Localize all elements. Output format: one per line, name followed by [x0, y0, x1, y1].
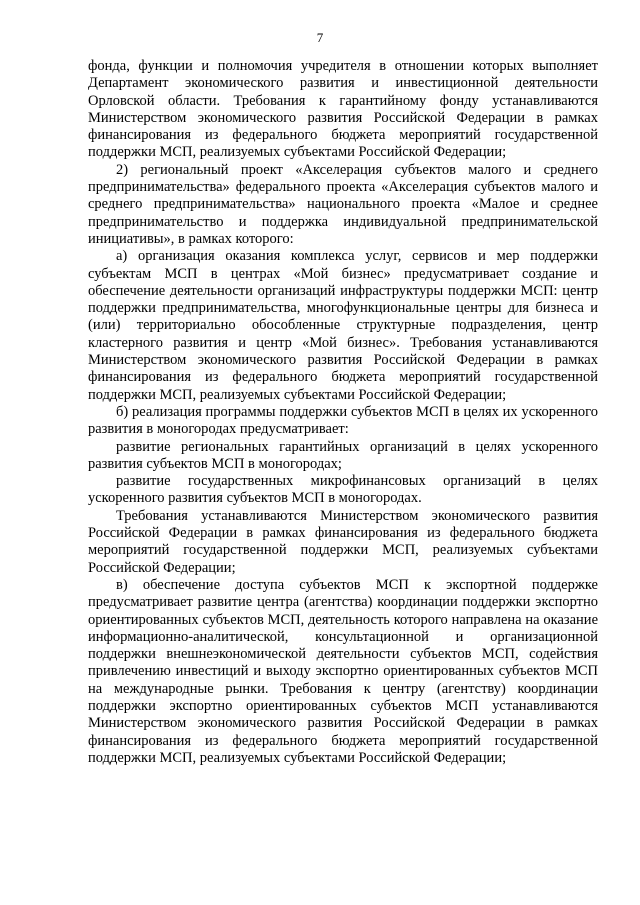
page-number: 7 [316, 30, 324, 45]
paragraph-requirements: Требования устанавливаются Министерством экономического развития Российской Федерации в рамках финансирования из федерального бюджета мероприятий государственной поддержки МСП, реализуемых субъектами Российской Федерации; [88, 507, 598, 576]
paragraph-guarantee-fund: фонда, функции и полномочия учредителя в отношении которых выполняет Департамент экономического развития и инвестиционной деятельности Орловской области. Требования к гарантийному фонду устанавливаются Министерством экономического развития Российской Федерации в рамках финансирования из федерального бюджета мероприятий государственной поддержки МСП, реализуемых субъектами Российской Федерации; [88, 58, 598, 161]
paragraph-guarantee-organizations: развитие региональных гарантийных организаций в целях ускоренного развития субъектов МСП в моногородах; [88, 438, 598, 472]
paragraph-my-business-centers: а) организация оказания комплекса услуг, сервисов и мер поддержки субъектам МСП в центрах «Мой бизнес» предусматривает создание и обеспечение деятельности организаций инфраструктуры поддержки МСП: центр поддержки предпринимательства, многофункциональные центры для бизнеса и (или) территориально обособленные структурные подразделения, центр кластерного развития и центр «Мой бизнес». Требования устанавливаются Министерством экономического развития Российской Федерации в рамках финансирования из федерального бюджета мероприятий государственной поддержки МСП, реализуемых субъектами Российской Федерации; [88, 248, 598, 403]
paragraph-microfinance-organizations: развитие государственных микрофинансовых организаций в целях ускоренного развития субъектов МСП в моногородах. [88, 473, 598, 507]
paragraph-monotowns-program: б) реализация программы поддержки субъектов МСП в целях их ускоренного развития в моногородах предусматривает: [88, 403, 598, 438]
paragraph-export-support: в) обеспечение доступа субъектов МСП к экспортной поддержке предусматривает развитие центра (агентства) координации поддержки экспортно ориентированных субъектов МСП, деятельность которого направлена на оказание информационно-аналитической, консультационной и организационной поддержки внешнеэкономической деятельности субъектов МСП, содействия привлечению инвестиций и выходу экспортно ориентированных субъектов МСП на международные рынки. Требования к центру (агентству) координации поддержки экспортно ориентированных субъектов МСП устанавливаются Министерством экономического развития Российской Федерации в рамках финансирования из федерального бюджета мероприятий государственной поддержки МСП, реализуемых субъектами Российской Федерации; [88, 576, 598, 766]
document-body [88, 58, 598, 767]
paragraph-regional-project-acceleration: 2) региональный проект «Акселерация субъектов малого и среднего предпринимательства» федерального проекта «Акселерация субъектов малого и среднего предпринимательства» национального проекта «Малое и среднее предпринимательство и поддержка индивидуальной предпринимательской инициативы», в рамках которого: [88, 161, 598, 247]
